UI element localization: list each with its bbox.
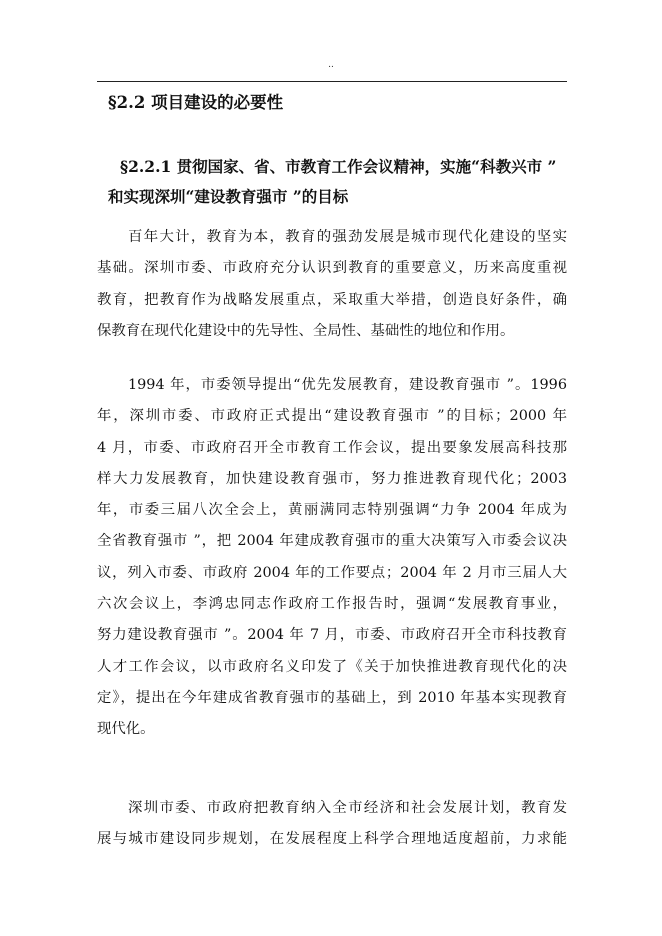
paragraph-line: 百年大计，教育为本，教育的强劲发展是城市现代化建设的坚实 bbox=[128, 229, 567, 245]
paragraph-line: 展与城市建设同步规划，在发展程度上科学合理地适度超前，力求能 bbox=[97, 831, 567, 848]
paragraph-line: 努力建设教育强市 ”。2004 年 7 月，市委、市政府召开全市科技教育 bbox=[97, 627, 567, 644]
paragraph-line: 教育，把教育作为战略发展重点，采取重大举措，创造良好条件，确 bbox=[97, 291, 567, 308]
paragraph-line: 全省教育强市 ”，把 2004 年建成教育强市的重大决策写入市委会议决 bbox=[97, 533, 567, 550]
subsection-title-line-2: 和实现深圳“建设教育强市 ”的目标 bbox=[108, 187, 349, 206]
paragraph-line: 4 月，市委、市政府召开全市教育工作会议，提出要象发展高科技那 bbox=[97, 439, 567, 456]
paragraph-1 bbox=[97, 222, 567, 347]
paragraph-2 bbox=[97, 370, 567, 746]
header-mark: .. bbox=[328, 60, 334, 70]
paragraph-line: 1994 年，市委领导提出“优先发展教育，建设教育强市 ”。1996 bbox=[128, 377, 567, 393]
paragraph-line: 六次会议上，李鸿忠同志作政府工作报告时，强调“发展教育事业， bbox=[97, 596, 567, 613]
subsection-title-line-1: §2.2.1 贯彻国家、省、市教育工作会议精神，实施“科教兴市 ” bbox=[120, 157, 557, 176]
section-title: §2.2 项目建设的必要性 bbox=[108, 93, 284, 112]
paragraph-line: 深圳市委、市政府把教育纳入全市经济和社会发展计划，教育发 bbox=[128, 800, 567, 816]
paragraph-line: 年，深圳市委、市政府正式提出“建设教育强市 ”的目标；2000 年 bbox=[97, 408, 567, 425]
paragraph-line: 样大力发展教育，加快建设教育强市，努力推进教育现代化；2003 bbox=[97, 470, 567, 487]
paragraph-line: 基础。深圳市委、市政府充分认识到教育的重要意义，历来高度重视 bbox=[97, 260, 567, 277]
header-rule bbox=[97, 81, 567, 82]
paragraph-line: 议，列入市委、市政府 2004 年的工作要点；2004 年 2 月市三届人大 bbox=[97, 564, 567, 581]
paragraph-line: 人才工作会议，以市政府名义印发了《关于加快推进教育现代化的决 bbox=[97, 658, 567, 675]
subsection-title bbox=[108, 152, 578, 212]
paragraph-line: 年，市委三届八次全会上，黄丽满同志特别强调“力争 2004 年成为 bbox=[97, 502, 567, 519]
paragraph-line: 定》，提出在今年建成省教育强市的基础上，到 2010 年基本实现教育 bbox=[97, 689, 567, 706]
paragraph-3 bbox=[97, 793, 567, 856]
paragraph-line: 保教育在现代化建设中的先导性、全局性、基础性的地位和作用。 bbox=[97, 322, 515, 339]
paragraph-line: 现代化。 bbox=[97, 721, 155, 738]
